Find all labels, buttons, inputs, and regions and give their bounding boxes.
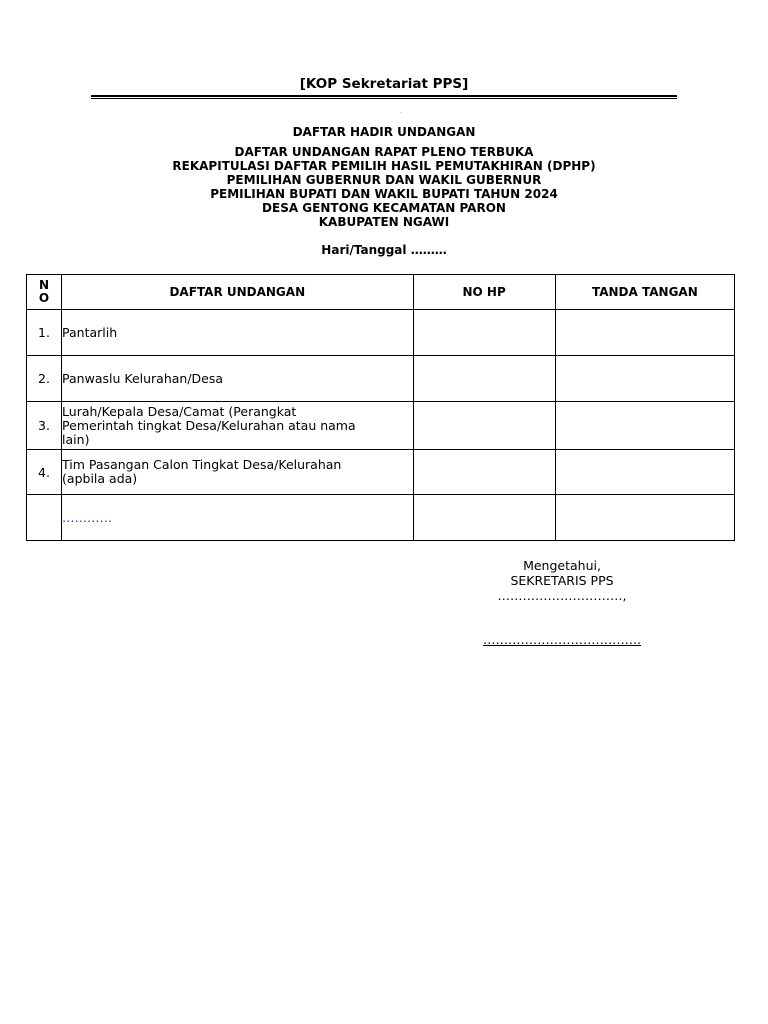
acknowledge-label: Mengetahui,: [523, 558, 601, 573]
kop-rule-thin: [91, 98, 677, 99]
signature-cell: [555, 402, 734, 450]
header-no-line: O: [38, 291, 50, 305]
invitee-name-line: lain): [62, 431, 90, 447]
row-number: 3.: [27, 402, 62, 450]
table-row: [27, 450, 735, 495]
table-row: [27, 495, 735, 541]
subtitle-line: PEMILIHAN GUBERNUR DAN WAKIL GUBERNUR: [226, 173, 542, 187]
subtitle-line: REKAPITULASI DAFTAR PEMILIH HASIL PEMUTAKHIRAN (DPHP): [172, 159, 596, 173]
invitee-name-line: Tim Pasangan Calon Tingkat Desa/Kelurahan: [62, 457, 342, 472]
kop-placeholder: [KOP Sekretariat PPS]: [299, 76, 469, 92]
phone-cell: [413, 356, 555, 402]
invitee-name-line: (apbila ada): [62, 471, 138, 486]
attendance-table: [26, 274, 735, 541]
header-no: [27, 275, 62, 310]
table-row: [27, 356, 735, 402]
signatory-name: [462, 632, 662, 647]
placeholder-dots: …………: [62, 509, 113, 525]
place-date-line: …………………………,: [497, 588, 627, 603]
header-tanda-tangan: TANDA TANGAN: [555, 275, 734, 310]
row-number: 1.: [27, 310, 62, 356]
subtitle-line: DAFTAR UNDANGAN RAPAT PLENO TERBUKA: [234, 145, 534, 159]
row-number: [27, 495, 62, 541]
date-line: Hari/Tanggal ………: [321, 243, 447, 257]
phone-cell: [413, 402, 555, 450]
secretary-role: SEKRETARIS PPS: [510, 573, 614, 588]
phone-cell: [413, 310, 555, 356]
signature-cell: [555, 495, 734, 541]
invitee-name: [62, 450, 413, 495]
signature-block: [462, 558, 662, 603]
invitee-name: [62, 402, 413, 450]
document-title: DAFTAR HADIR UNDANGAN: [292, 125, 476, 139]
invitee-name: Panwaslu Kelurahan/Desa: [62, 356, 413, 402]
invitee-name-line: Lurah/Kepala Desa/Camat (Perangkat: [62, 403, 297, 419]
table-row: [27, 402, 735, 450]
subtitle-line: KABUPATEN NGAWI: [318, 215, 450, 229]
signature-cell: [555, 310, 734, 356]
row-number: 4.: [27, 450, 62, 495]
header-no-line: N: [39, 278, 50, 292]
invitee-name: [62, 495, 413, 541]
phone-cell: [413, 495, 555, 541]
row-number: 2.: [27, 356, 62, 402]
subtitle-line: DESA GENTONG KECAMATAN PARON: [262, 201, 506, 215]
signatory-name-line: ………………………………..: [483, 632, 641, 647]
table-row: [27, 310, 735, 356]
subtitle-line: PEMILIHAN BUPATI DAN WAKIL BUPATI TAHUN 2024: [210, 187, 558, 201]
table-header-row: [27, 275, 735, 310]
header-daftar-undangan: DAFTAR UNDANGAN: [62, 275, 413, 310]
phone-cell: [413, 450, 555, 495]
signature-cell: [555, 450, 734, 495]
invitee-name-line: Pemerintah tingkat Desa/Kelurahan atau nama: [62, 417, 356, 433]
header-no-hp: NO HP: [413, 275, 555, 310]
document-subtitle: [0, 145, 768, 229]
small-mark: .: [400, 108, 402, 115]
kop-rule-thick: [91, 95, 677, 97]
signature-cell: [555, 356, 734, 402]
invitee-name: Pantarlih: [62, 310, 413, 356]
